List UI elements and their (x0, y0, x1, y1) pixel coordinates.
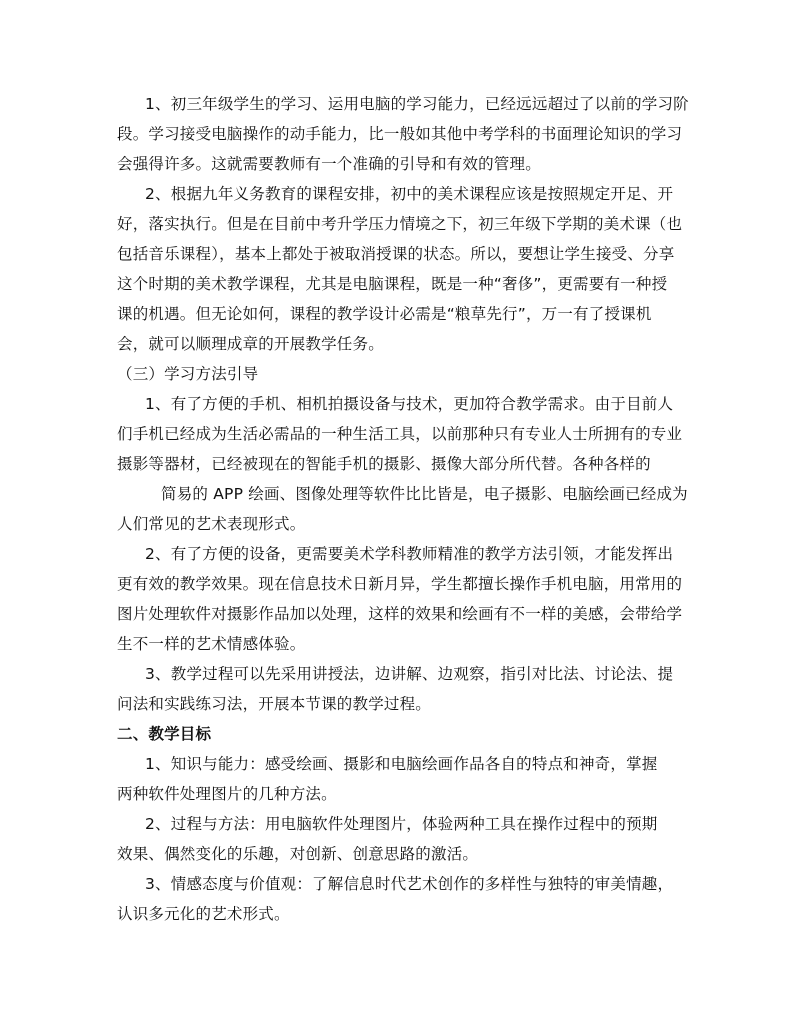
paragraph-line: 1、有了方便的手机、相机拍摄设备与技术，更加符合教学需求。由于目前人 (145, 395, 674, 413)
paragraph-line: 段。学习接受电脑操作的动手能力，比一般如其他中考学科的书面理论知识的学习 (117, 125, 683, 143)
section-title-teaching-objectives: 二、教学目标 (117, 725, 212, 743)
paragraph-line: 3、情感态度与价值观：了解信息时代艺术创作的多样性与独特的审美情趣， (145, 875, 674, 893)
section-title-learning-methods: （三）学习方法引导 (117, 365, 259, 383)
paragraph-line: 2、过程与方法：用电脑软件处理图片，体验两种工具在操作过程中的预期 (145, 815, 658, 833)
paragraph-line: 2、根据九年义务教育的课程安排，初中的美术课程应该是按照规定开足、开 (145, 185, 674, 203)
paragraph-line: 认识多元化的艺术形式。 (117, 905, 290, 923)
paragraph-line: 更有效的教学效果。现在信息技术日新月异，学生都擅长操作手机电脑，用常用的 (117, 575, 683, 593)
paragraph-line: 课的机遇。但无论如何，课程的教学设计必需是“粮草先行”，万一有了授课机 (117, 305, 652, 323)
paragraph-line: 1、初三年级学生的学习、运用电脑的学习能力，已经远远超过了以前的学习阶 (145, 95, 689, 113)
paragraph-line: 好，落实执行。但是在目前中考升学压力情境之下，初三年级下学期的美术课（也 (117, 215, 683, 233)
paragraph-line: 两种软件处理图片的几种方法。 (117, 785, 337, 803)
paragraph-line: 生不一样的艺术情感体验。 (117, 635, 306, 653)
paragraph-line: 这个时期的美术教学课程，尤其是电脑课程，既是一种“奢侈”，更需要有一种授 (117, 275, 668, 293)
paragraph-line: 图片处理软件对摄影作品加以处理，这样的效果和绘画有不一样的美感，会带给学 (117, 605, 683, 623)
paragraph-line: 2、有了方便的设备，更需要美术学科教师精准的教学方法引领，才能发挥出 (145, 545, 674, 563)
paragraph-line: 摄影等器材，已经被现在的智能手机的摄影、摄像大部分所代替。各种各样的 (117, 455, 651, 473)
paragraph-line: 问法和实践练习法，开展本节课的教学过程。 (117, 695, 432, 713)
paragraph-line: 会，就可以顺理成章的开展教学任务。 (117, 335, 384, 353)
paragraph-line: 包括音乐课程），基本上都处于被取消授课的状态。所以，要想让学生接受、分享 (117, 245, 675, 263)
paragraph-line: 3、教学过程可以先采用讲授法，边讲解、边观察，指引对比法、讨论法、提 (145, 665, 674, 683)
paragraph-line: 效果、偶然变化的乐趣，对创新、创意思路的激活。 (117, 845, 479, 863)
paragraph-line: 1、知识与能力：感受绘画、摄影和电脑绘画作品各自的特点和神奇，掌握 (145, 755, 658, 773)
paragraph-line: 会强得许多。这就需要教师有一个准确的引导和有效的管理。 (117, 155, 541, 173)
paragraph-line: 人们常见的艺术表现形式。 (117, 515, 306, 533)
paragraph-line: 简易的 APP 绘画、图像处理等软件比比皆是，电子摄影、电脑绘画已经成为 (161, 485, 688, 503)
paragraph-line: 们手机已经成为生活必需品的一种生活工具，以前那种只有专业人士所拥有的专业 (117, 425, 683, 443)
